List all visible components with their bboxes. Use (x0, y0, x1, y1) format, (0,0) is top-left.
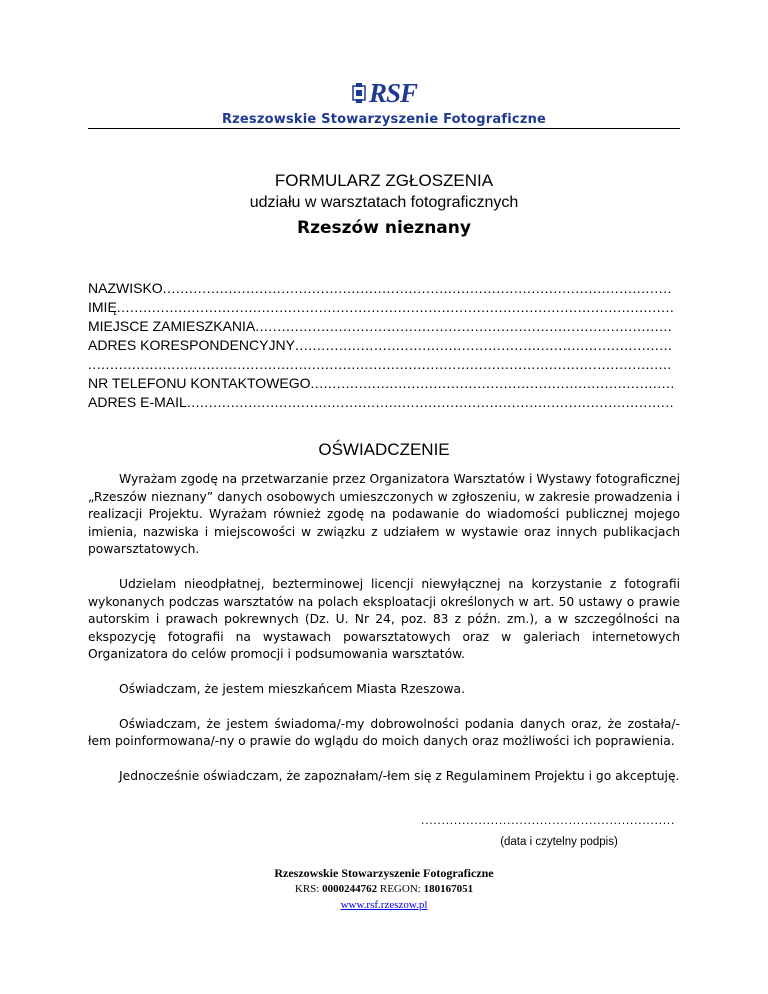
field-label: NR TELEFONU KONTAKTOWEGO (88, 375, 311, 391)
field-correspondence-address[interactable] (88, 336, 673, 355)
form-title-line3: Rzeszów nieznany (297, 218, 471, 238)
header-org-name: Rzeszowskie Stowarzyszenie Fotograficzne (221, 112, 547, 127)
field-dots (187, 393, 673, 412)
field-label: ADRES KORESPONDENCYJNY (88, 337, 295, 353)
field-phone[interactable] (88, 374, 673, 393)
field-correspondence-address-cont[interactable] (88, 355, 673, 374)
form-title-line2: udziału w warsztatach fotograficznych (249, 194, 519, 211)
signature-block (413, 814, 675, 848)
declaration-body (88, 471, 680, 802)
footer-org-name: Rzeszowskie Stowarzyszenie Fotograficzne (274, 866, 494, 880)
rsf-logo (88, 78, 680, 108)
field-label: ADRES E-MAIL (88, 394, 187, 410)
form-title (88, 170, 680, 241)
declaration-title: OŚWIADCZENIE (318, 440, 450, 459)
footer-registration (88, 881, 680, 897)
declaration-paragraph-residency: Oświadczam, że jestem mieszkańcem Miasta Rzeszowa. (119, 681, 465, 696)
field-dots (163, 279, 673, 298)
field-dots (117, 298, 673, 317)
header-divider (88, 128, 680, 129)
website-link[interactable]: www.rsf.rzeszow.pl (340, 899, 428, 911)
declaration-paragraph-regulations: Jednocześnie oświadczam, że zapoznałam/-łem się z Regulaminem Projektu i go akceptuję. (119, 768, 680, 783)
footer (88, 865, 680, 913)
letterhead (88, 78, 680, 127)
declaration-paragraph-awareness: Oświadczam, że jestem świadoma/-my dobrowolności podania danych oraz, że została/-łem poinformowana/-ny o prawie do wglądu do moich danych oraz możliwości ich poprawienia. (88, 716, 680, 749)
field-residence[interactable] (88, 317, 673, 336)
field-label: IMIĘ (88, 299, 117, 315)
declaration-paragraph-consent: Wyrażam zgodę na przetwarzanie przez Organizatora Warsztatów i Wystawy fotograficznej „Rzeszów nieznany” danych osobowych umieszczonych w zgłoszeniu, w zakresie prowadzenia i realizacji Projektu. Wyrażam również zgodę na podawanie do wiadomości publicznej mojego imienia, nazwiska i miejscowości w związku z udziałem w wystawie oraz innych publikacjach powarsztatowych. (88, 472, 680, 557)
field-dots (295, 336, 673, 355)
signature-line[interactable]: .............................................................. (421, 814, 675, 827)
field-dots (88, 355, 673, 374)
field-surname[interactable] (88, 279, 673, 298)
field-email[interactable] (88, 393, 673, 412)
logo-text: RSF (368, 78, 418, 108)
signature-caption: (data i czytelny podpis) (500, 836, 618, 848)
krs-value: 0000244762 (322, 883, 378, 895)
rsf-logo-mark-icon (351, 82, 367, 104)
field-label: NAZWISKO (88, 280, 163, 296)
regon-label: REGON: (379, 883, 421, 895)
field-dots (310, 374, 673, 393)
krs-label: KRS: (294, 883, 320, 895)
form-fields (88, 279, 673, 412)
declaration-paragraph-license: Udzielam nieodpłatnej, bezterminowej licencji niewyłącznej na korzystanie z fotografii wykonanych podczas warsztatów na polach eksploatacji określonych w art. 50 ustawy o prawie autorskim i prawach pokrewnych (Dz. U. Nr 24, poz. 83 z późn. zm.), a w szczególności na ekspozycję fotografii na wystawach powarsztatowych oraz w galeriach internetowych Organizatora do celów promocji i podsumowania warsztatów. (88, 576, 680, 662)
regon-value: 180167051 (423, 883, 474, 895)
field-dots (255, 317, 673, 336)
field-first-name[interactable] (88, 298, 673, 317)
form-title-line1: FORMULARZ ZGŁOSZENIA (274, 171, 494, 190)
field-label: MIEJSCE ZAMIESZKANIA (88, 318, 256, 334)
